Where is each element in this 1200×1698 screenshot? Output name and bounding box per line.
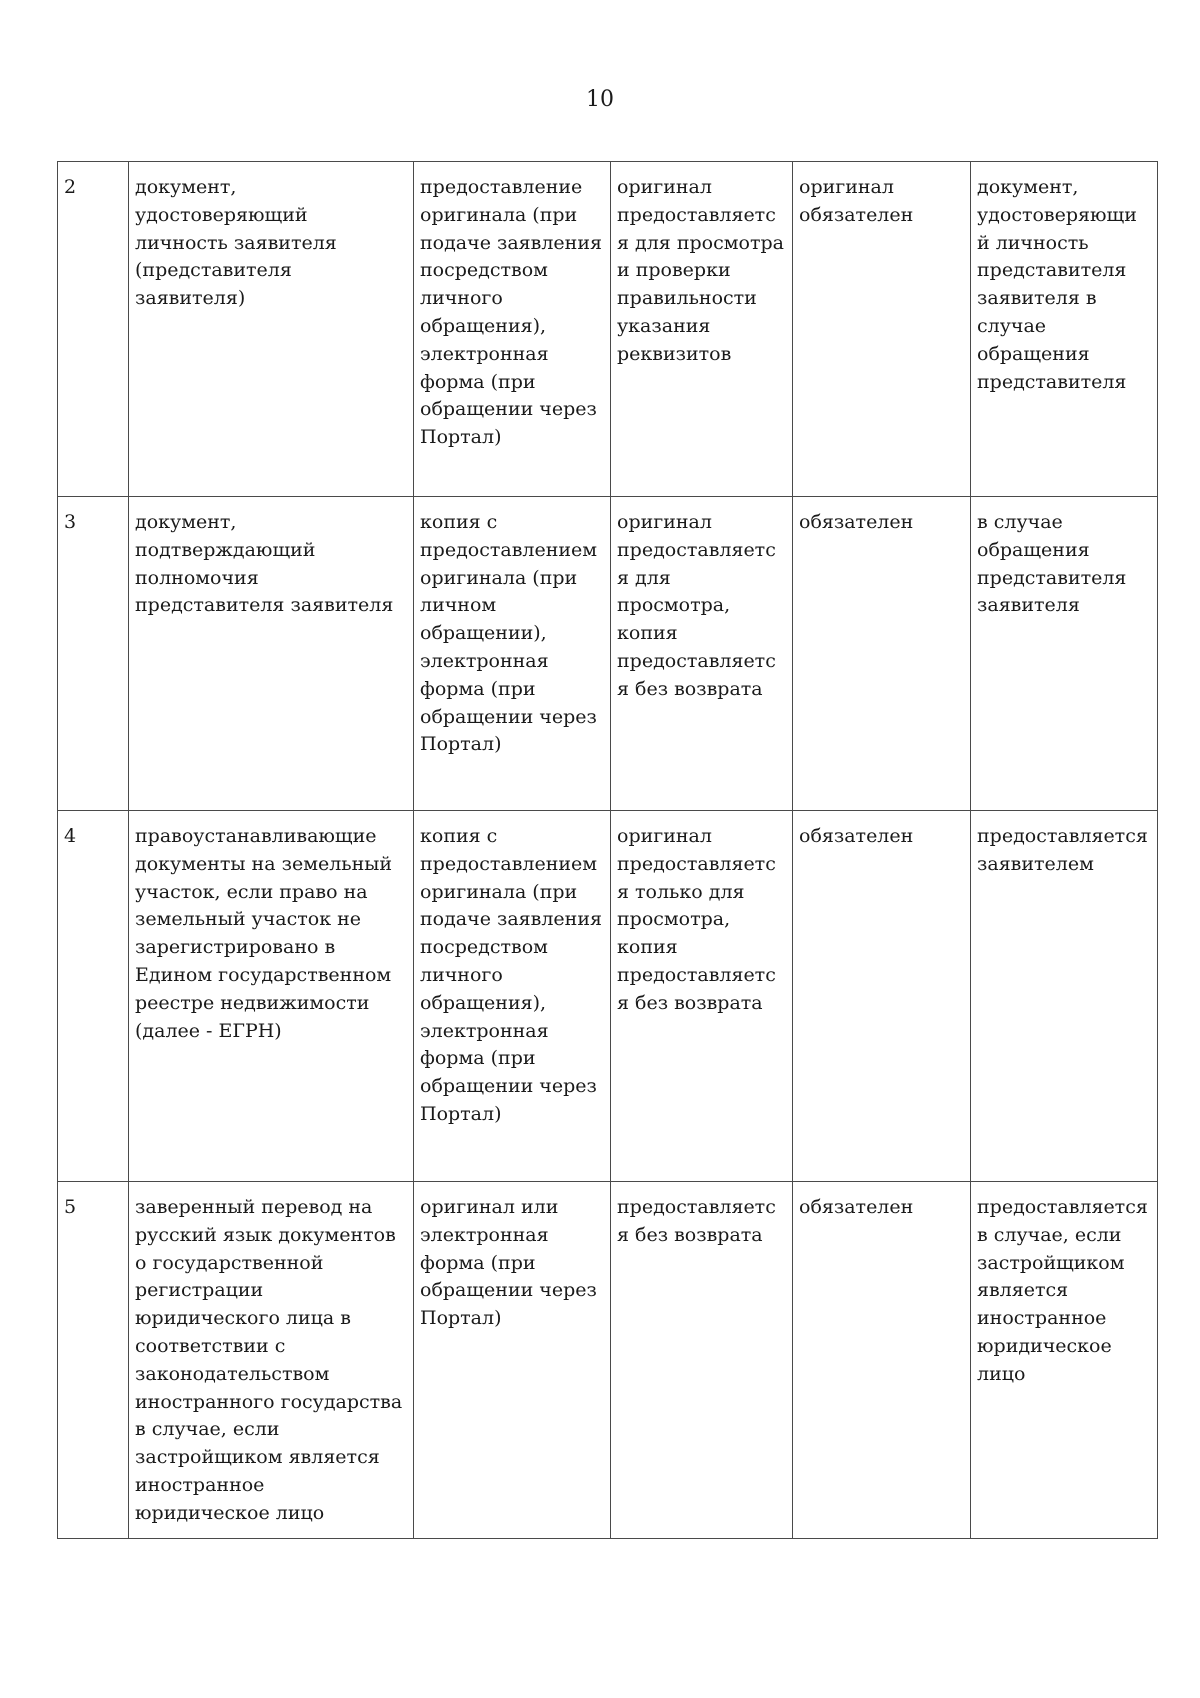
document-name: правоустанавливающие документы на земельный участок, если право на земельный участок не зарегистрировано в Едином государственном реестре недвижимости (далее - ЕГРН)	[129, 811, 414, 1182]
table-row	[58, 162, 1158, 497]
document-status: обязателен	[793, 811, 971, 1182]
document-name: заверенный перевод на русский язык документов о государственной регистрации юридического лица в соответствии с законодательством иностранного государства в случае, если застройщиком является иностранное юридическое лицо	[129, 1182, 414, 1539]
document-form: копия с предоставлением оригинала (при подаче заявления посредством личного обращения), электронная форма (при обращении через Портал)	[414, 811, 611, 1182]
document-status: оригинал обязателен	[793, 162, 971, 497]
document-note: предоставляется в случае, если застройщиком является иностранное юридическое лицо	[971, 1182, 1158, 1539]
document-name: документ, удостоверяющий личность заявителя (представителя заявителя)	[129, 162, 414, 497]
document-handling: оригинал предоставляетс я для просмотра и проверки правильности указания реквизитов	[611, 162, 793, 497]
documents-table	[57, 161, 1158, 1539]
document-handling: предоставляетс я без возврата	[611, 1182, 793, 1539]
document-status: обязателен	[793, 497, 971, 811]
table-row	[58, 497, 1158, 811]
page-number: 10	[586, 87, 614, 112]
document-name: документ, подтверждающий полномочия представителя заявителя	[129, 497, 414, 811]
row-number: 4	[58, 811, 129, 1182]
row-number: 5	[58, 1182, 129, 1539]
document-form: копия с предоставлением оригинала (при личном обращении), электронная форма (при обращении через Портал)	[414, 497, 611, 811]
document-note: предоставляется заявителем	[971, 811, 1158, 1182]
row-number: 3	[58, 497, 129, 811]
document-handling: оригинал предоставляетс я для просмотра, копия предоставляетс я без возврата	[611, 497, 793, 811]
document-note: документ, удостоверяющи й личность представителя заявителя в случае обращения представителя	[971, 162, 1158, 497]
document-handling: оригинал предоставляетс я только для просмотра, копия предоставляетс я без возврата	[611, 811, 793, 1182]
document-status: обязателен	[793, 1182, 971, 1539]
row-number: 2	[58, 162, 129, 497]
document-form: оригинал или электронная форма (при обращении через Портал)	[414, 1182, 611, 1539]
table-row	[58, 811, 1158, 1182]
table-row	[58, 1182, 1158, 1539]
document-note: в случае обращения представителя заявителя	[971, 497, 1158, 811]
document-form: предоставление оригинала (при подаче заявления посредством личного обращения), электронная форма (при обращении через Портал)	[414, 162, 611, 497]
